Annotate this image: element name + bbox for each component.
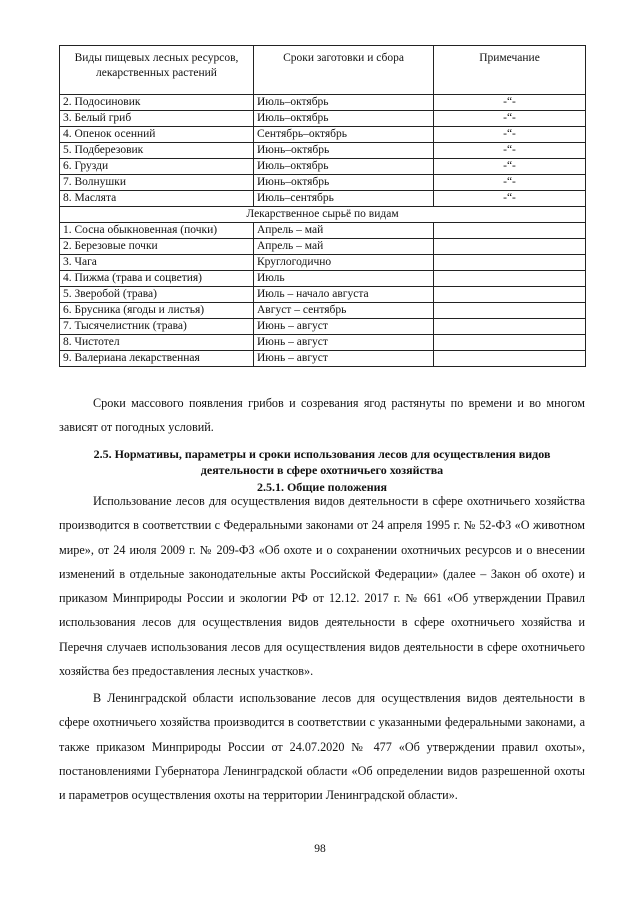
cell-period: Апрель – май xyxy=(254,223,434,239)
cell-note xyxy=(434,319,586,335)
table-header-row xyxy=(60,46,586,95)
table-row xyxy=(60,95,586,111)
table-row xyxy=(60,127,586,143)
cell-period: Июнь – август xyxy=(254,351,434,367)
table-row xyxy=(60,271,586,287)
cell-resource: 4. Опенок осенний xyxy=(60,127,254,143)
cell-period: Июль–сентябрь xyxy=(254,191,434,207)
seasonal-note: Сроки массового появления грибов и созревания ягод растянуты по времени и во многом зависят от погодных условий. xyxy=(59,396,585,435)
cell-note: -“- xyxy=(434,159,586,175)
cell-period: Сентябрь–октябрь xyxy=(254,127,434,143)
cell-resource: 2. Подосиновик xyxy=(60,95,254,111)
cell-note: -“- xyxy=(434,127,586,143)
table-row xyxy=(60,287,586,303)
paragraph-leningrad-region: В Ленинградской области использование лесов для осуществления видов деятельности в сфере охотничьего хозяйства производится в соответствии с указанными федеральными законами, а также приказом Минприроды России от 24.07.2020 № 477 «Об утверждении правил охоты», постановлениями Губернатора Ленинградской области «Об определении видов разрешенной охоты и параметров осуществления охоты на территории Ленинградской области». xyxy=(59,691,585,803)
table-row xyxy=(60,319,586,335)
cell-period: Июль – начало августа xyxy=(254,287,434,303)
medicinal-rows xyxy=(60,223,586,367)
cell-resource: 7. Волнушки xyxy=(60,175,254,191)
cell-period: Июль xyxy=(254,271,434,287)
mushrooms-rows xyxy=(60,95,586,207)
subsection-heading-2-5-1: 2.5.1. Общие положения xyxy=(256,480,388,494)
cell-period: Круглогодично xyxy=(254,255,434,271)
cell-resource: 6. Брусника (ягоды и листья) xyxy=(60,303,254,319)
cell-period: Апрель – май xyxy=(254,239,434,255)
cell-resource: 7. Тысячелистник (трава) xyxy=(60,319,254,335)
table-row xyxy=(60,239,586,255)
table-row xyxy=(60,255,586,271)
table-row xyxy=(60,223,586,239)
cell-note: -“- xyxy=(434,111,586,127)
table-row xyxy=(60,303,586,319)
section-row xyxy=(60,207,586,223)
cell-resource: 3. Белый гриб xyxy=(60,111,254,127)
cell-resource: 8. Чистотел xyxy=(60,335,254,351)
cell-period: Июль–октябрь xyxy=(254,111,434,127)
cell-note: -“- xyxy=(434,143,586,159)
cell-resource: 5. Подберезовик xyxy=(60,143,254,159)
cell-resource: 8. Маслята xyxy=(60,191,254,207)
cell-resource: 9. Валериана лекарственная xyxy=(60,351,254,367)
cell-resource: 2. Березовые почки xyxy=(60,239,254,255)
paragraph-general-provisions: Использование лесов для осуществления видов деятельности в сфере охотничьего хозяйства производится в соответствии с Федеральными законами от 24 апреля 1995 г. № 52-ФЗ «О животном мире», от 24 июля 2009 г. № 209-ФЗ «Об охоте и о сохранении охотничьих ресурсов и о внесении изменений в отдельные законодательные акты Российской Федерации» (далее – Закон об охоте) и приказом Минприроды России и экологии РФ от 12.12. 2017 г. № 661 «Об утверждении Правил использования лесов для осуществления видов деятельности в сфере охотничьего хозяйства и Перечня случаев использования лесов для осуществления видов деятельности в сфере охотничьего хозяйства без предоставления лесных участков». xyxy=(59,494,585,679)
cell-note xyxy=(434,351,586,367)
cell-note xyxy=(434,255,586,271)
header-harvest-period: Сроки заготовки и сбора xyxy=(254,46,434,95)
cell-period: Июнь–октябрь xyxy=(254,175,434,191)
table-row xyxy=(60,159,586,175)
cell-period: Июнь–октябрь xyxy=(254,143,434,159)
table-row xyxy=(60,111,586,127)
cell-resource: 4. Пижма (трава и соцветия) xyxy=(60,271,254,287)
cell-resource: 1. Сосна обыкновенная (почки) xyxy=(60,223,254,239)
cell-period: Июнь – август xyxy=(254,335,434,351)
section-label: Лекарственное сырьё по видам xyxy=(60,207,586,223)
section-heading-2-5: 2.5. Нормативы, параметры и сроки использования лесов для осуществления видов деятельности в сфере охотничьего хозяйства xyxy=(93,447,551,477)
cell-period: Июнь – август xyxy=(254,319,434,335)
cell-resource: 5. Зверобой (трава) xyxy=(60,287,254,303)
cell-note xyxy=(434,303,586,319)
table-row xyxy=(60,191,586,207)
cell-note xyxy=(434,223,586,239)
cell-note xyxy=(434,287,586,303)
cell-note xyxy=(434,335,586,351)
table-row xyxy=(60,143,586,159)
table-row xyxy=(60,335,586,351)
cell-note: -“- xyxy=(434,175,586,191)
table-row xyxy=(60,351,586,367)
cell-note: -“- xyxy=(434,95,586,111)
cell-period: Июль–октябрь xyxy=(254,95,434,111)
cell-resource: 6. Грузди xyxy=(60,159,254,175)
table-row xyxy=(60,175,586,191)
forest-resources-table xyxy=(59,45,586,367)
cell-period: Июль–октябрь xyxy=(254,159,434,175)
cell-note xyxy=(434,271,586,287)
header-resource-type: Виды пищевых лесных ресурсов, лекарственных растений xyxy=(60,46,254,95)
cell-resource: 3. Чага xyxy=(60,255,254,271)
cell-note: -“- xyxy=(434,191,586,207)
page-number: 98 xyxy=(314,843,326,855)
cell-period: Август – сентябрь xyxy=(254,303,434,319)
header-note: Примечание xyxy=(434,46,586,95)
cell-note xyxy=(434,239,586,255)
